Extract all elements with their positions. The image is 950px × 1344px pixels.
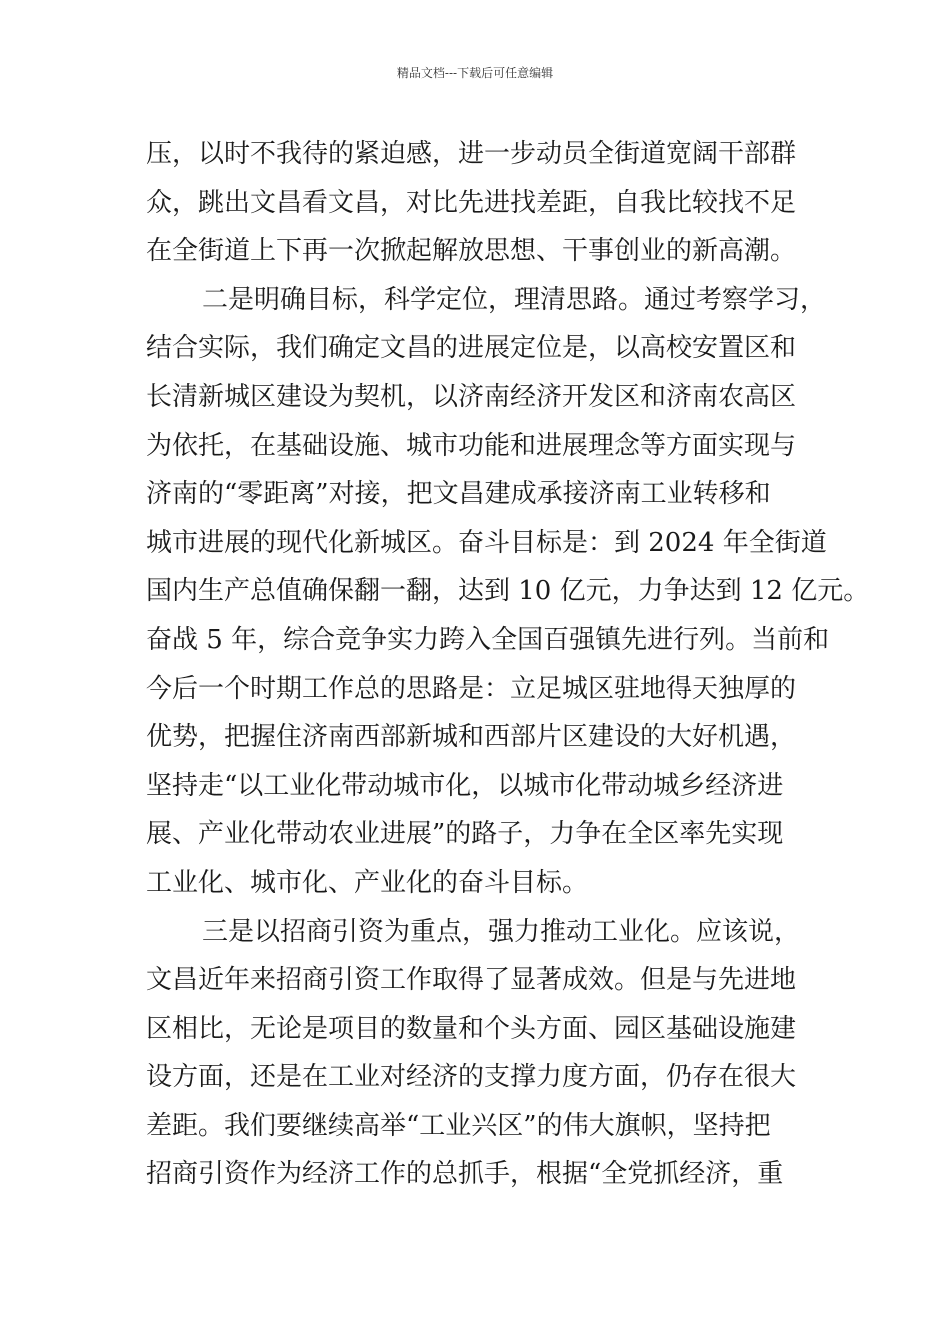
text-line: 展、产业化带动农业进展”的路子，力争在全区率先实现 [146, 819, 784, 850]
text-line: 差距。我们要继续高举“工业兴区”的伟大旗帜，坚持把 [146, 1110, 771, 1141]
text-line: 为依托，在基础设施、城市功能和进展理念等方面实现与 [146, 430, 797, 461]
paragraph-start-line: 二是明确目标，科学定位，理清思路。通过考察学习， [202, 284, 827, 315]
text-line: 坚持走“以工业化带动城市化，以城市化带动城乡经济进 [146, 770, 784, 801]
text-line: 工业化、城市化、产业化的奋斗目标。 [146, 867, 589, 898]
text-line: 济南的“零距离”对接，把文昌建成承接济南工业转移和 [146, 479, 771, 510]
text-line: 在全街道上下再一次掀起解放思想、干事创业的新高潮。 [146, 236, 797, 267]
paragraph-start-line: 三是以招商引资为重点，强力推动工业化。应该说， [202, 916, 801, 947]
text-line: 结合实际，我们确定文昌的进展定位是，以高校安置区和 [146, 333, 797, 364]
text-line: 优势，把握住济南西部新城和西部片区建设的大好机遇， [146, 722, 797, 753]
text-line: 文昌近年来招商引资工作取得了显著成效。但是与先进地 [146, 965, 797, 996]
body-text [146, 130, 870, 1199]
text-line: 压，以时不我待的紧迫感，进一步动员全街道宽阔干部群 [146, 139, 797, 169]
text-line: 城市进展的现代化新城区。奋斗目标是：到 2024 年全街道 [146, 527, 827, 558]
page-header: 精品文档---下载后可任意编辑 [396, 66, 554, 80]
text-line: 众，跳出文昌看文昌，对比先进找差距，自我比较找不足 [146, 187, 797, 218]
text-line: 奋战 5 年，综合竞争实力跨入全国百强镇先进行列。当前和 [146, 624, 830, 655]
text-line: 区相比，无论是项目的数量和个头方面、园区基础设施建 [146, 1013, 797, 1044]
text-line: 长清新城区建设为契机，以济南经济开发区和济南农高区 [146, 381, 797, 412]
text-line: 今后一个时期工作总的思路是：立足城区驻地得天独厚的 [146, 673, 797, 704]
text-line: 国内生产总值确保翻一翻，达到 10 亿元，力争达到 12 亿元。 [146, 576, 870, 607]
text-line: 设方面，还是在工业对经济的支撑力度方面，仍存在很大 [146, 1062, 797, 1093]
text-line: 招商引资作为经济工作的总抓手，根据“全党抓经济，重 [146, 1159, 784, 1190]
